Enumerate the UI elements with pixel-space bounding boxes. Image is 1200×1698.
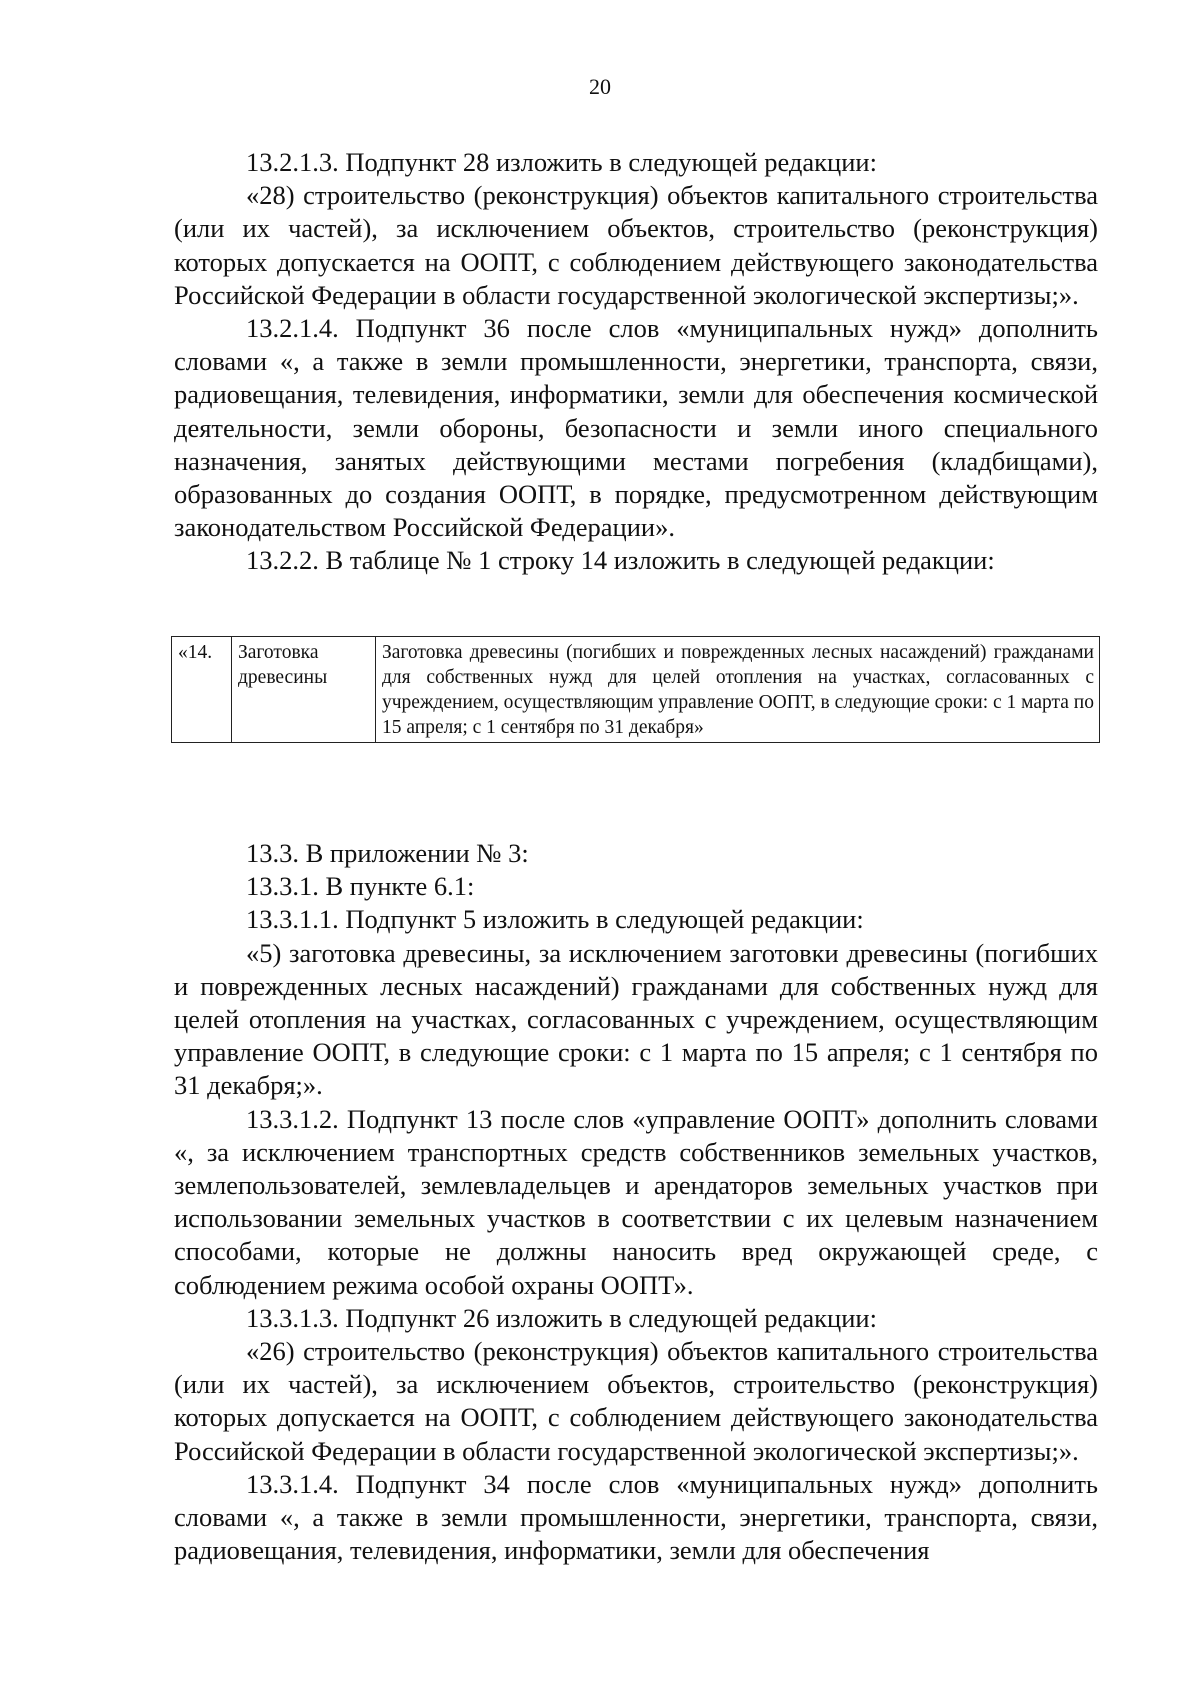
row-description-cell: Заготовка древесины (погибших и поврежденных лесных насаждений) гражданами для собственных нужд для целей отопления на участках, согласованных с учреждением, осуществляющим управление ООПТ, в следующие сроки: с 1 марта по 15 апреля; с 1 сентября по 31 декабря» [376, 637, 1100, 743]
paragraph: 13.2.1.3. Подпункт 28 изложить в следующей редакции: [246, 147, 877, 177]
paragraph: 13.3.1.4. Подпункт 34 после слов «муниципальных нужд» дополнить словами «, а также в земли промышленности, энергетики, транспорта, связи, радиовещания, телевидения, информатики, земли для обеспечения [174, 1468, 1098, 1566]
row-name-cell: Заготовка древесины [232, 637, 376, 743]
paragraph: «5) заготовка древесины, за исключением заготовки древесины (погибших и поврежденных лесных насаждений) гражданами для собственных нужд для целей отопления на участках, согласованных с учреждением, осуществляющим управление ООПТ, в следующие сроки: с 1 марта по 15 апреля; с 1 сентября по 31 декабря;». [174, 937, 1098, 1101]
paragraph: 13.3.1.3. Подпункт 26 изложить в следующей редакции: [246, 1302, 877, 1333]
paragraph: 13.3.1. В пункте 6.1: [246, 871, 475, 902]
row-number-cell: «14. [172, 637, 232, 743]
text-block-lower [174, 837, 1098, 1567]
table-1-row-14 [171, 636, 1100, 743]
paragraph: 13.3.1.1. Подпункт 5 изложить в следующей редакции: [246, 904, 864, 935]
page-number: 20 [589, 74, 611, 99]
text-block-upper [174, 146, 1098, 578]
paragraph: 13.2.1.4. Подпункт 36 после слов «муниципальных нужд» дополнить словами «, а также в земли промышленности, энергетики, транспорта, связи, радиовещания, телевидения, информатики, земли для обеспечения космической деятельности, земли обороны, безопасности и земли иного специального назначения, занятых действующими местами погребения (кладбищами), образованных до создания ООПТ, в порядке, предусмотренном действующим законодательством Российской Федерации». [174, 313, 1098, 543]
paragraph: «28) строительство (реконструкция) объектов капитального строительства (или их частей), за исключением объектов, строительство (реконструкция) которых допускается на ООПТ, с соблюдением действующего законодательства Российской Федерации в области государственной экологической экспертизы;». [174, 180, 1098, 310]
paragraph: «26) строительство (реконструкция) объектов капитального строительства (или их частей), за исключением объектов, строительство (реконструкция) которых допускается на ООПТ, с соблюдением действующего законодательства Российской Федерации в области государственной экологической экспертизы;». [174, 1336, 1098, 1466]
paragraph: 13.3. В приложении № 3: [246, 838, 529, 868]
paragraph: 13.3.1.2. Подпункт 13 после слов «управление ООПТ» дополнить словами «, за исключением транспортных средств собственников земельных участков, землепользователей, землевладельцев и арендаторов земельных участков при использовании земельных участков в соответствии с их целевым назначением способами, которые не должны наносить вред окружающей среде, с соблюдением режима особой охраны ООПТ». [174, 1103, 1098, 1300]
table-row [172, 637, 1100, 743]
paragraph: 13.2.2. В таблице № 1 строку 14 изложить в следующей редакции: [246, 545, 995, 576]
